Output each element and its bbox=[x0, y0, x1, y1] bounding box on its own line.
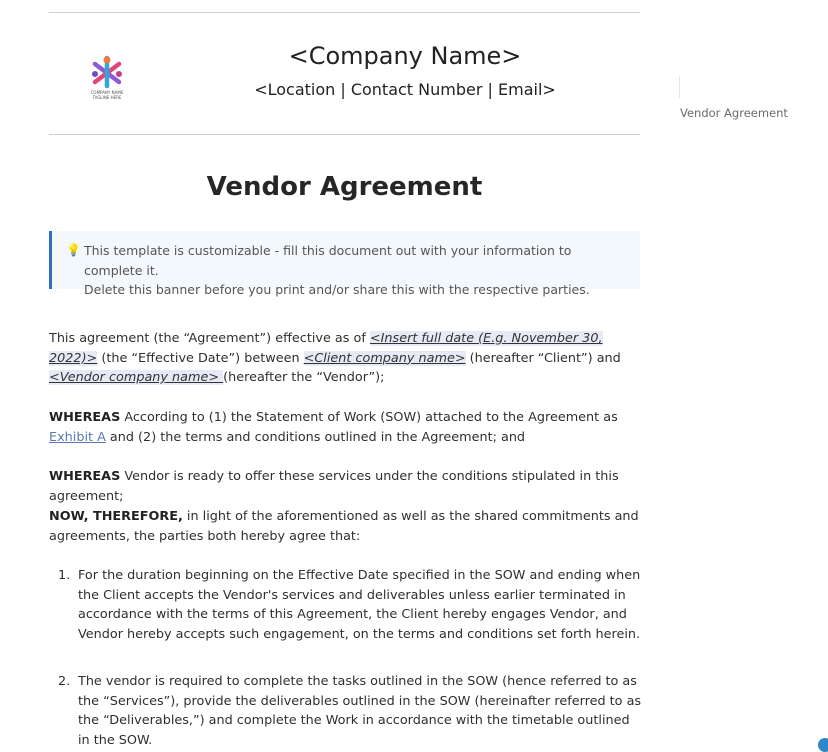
list-item[interactable] bbox=[49, 566, 644, 644]
exhibit-a-link[interactable]: Exhibit A bbox=[49, 429, 106, 445]
banner-line-1: This template is customizable - fill this document out with your information to complete it. bbox=[84, 243, 572, 278]
now-therefore-label: NOW, THEREFORE, bbox=[49, 509, 183, 524]
list-item-text: The vendor is required to complete the tasks outlined in the SOW (hence referred to as the “Services”), provide the deliverables outlined in the SOW (hereinafter referred to as the “Deliverables,”) and complete the Work in accordance with the timetable outlined in the SOW. bbox=[78, 674, 642, 748]
company-name[interactable]: <Company Name> bbox=[288, 42, 522, 70]
info-banner[interactable] bbox=[49, 231, 640, 297]
outline-item-vendor-agreement[interactable]: Vendor Agreement bbox=[680, 106, 788, 120]
list-number: 2. bbox=[58, 674, 71, 689]
intro-text-1: This agreement (the “Agreement”) effective as of bbox=[49, 331, 370, 346]
intro-paragraph[interactable] bbox=[49, 329, 644, 388]
outline-divider bbox=[679, 76, 680, 98]
whereas-paragraph-2[interactable] bbox=[49, 467, 644, 506]
top-rule bbox=[49, 12, 640, 13]
whereas-paragraph-1[interactable] bbox=[49, 408, 644, 447]
list-number: 1. bbox=[58, 568, 71, 583]
lightbulb-icon: 💡 bbox=[66, 243, 81, 257]
logo-icon bbox=[87, 54, 127, 90]
whereas-text-1b: and (2) the terms and conditions outlined in the Agreement; and bbox=[105, 429, 526, 445]
now-therefore-paragraph[interactable] bbox=[49, 507, 644, 546]
company-logo bbox=[84, 54, 130, 104]
now-therefore-text: in light of the aforementioned as well as the shared commitments and agreements, the parties both hereby agree that: bbox=[49, 509, 639, 544]
banner-line-2: Delete this banner before you print and/or share this with the respective parties. bbox=[84, 282, 590, 297]
placeholder-date[interactable]: <Insert full date (E.g. November 30, 2022)> bbox=[49, 331, 603, 366]
list-item[interactable] bbox=[49, 672, 644, 750]
document-title[interactable]: Vendor Agreement bbox=[206, 172, 483, 202]
placeholder-client[interactable]: <Client company name> bbox=[303, 350, 466, 366]
list-item-text: For the duration beginning on the Effective Date specified in the SOW and ending when the Client accepts the Vendor's services and deliverables unless earlier terminated in accordance with the terms of this Agreement, the Client hereby engages Vendor, and Vendor hereby accepts such engagement, on the terms and conditions set forth herein. bbox=[78, 568, 641, 642]
intro-text-2: (the “Effective Date”) between bbox=[97, 350, 304, 366]
header-rule bbox=[49, 134, 640, 135]
whereas-text-2: Vendor is ready to offer these services under the conditions stipulated in this agreement; bbox=[49, 469, 619, 504]
whereas-text-1a: According to (1) the Statement of Work (SOW) attached to the Agreement as bbox=[120, 410, 618, 425]
whereas-label-1: WHEREAS bbox=[49, 410, 121, 425]
intro-text-4: (hereafter the “Vendor”); bbox=[223, 370, 385, 385]
company-details[interactable]: <Location | Contact Number | Email> bbox=[254, 80, 556, 99]
placeholder-vendor[interactable]: <Vendor company name> bbox=[49, 370, 224, 385]
intro-text-3: (hereafter “Client”) and bbox=[465, 350, 621, 366]
logo-caption: COMPANY NAME TAGLINE HERE bbox=[90, 90, 124, 100]
whereas-label-2: WHEREAS bbox=[49, 469, 121, 484]
